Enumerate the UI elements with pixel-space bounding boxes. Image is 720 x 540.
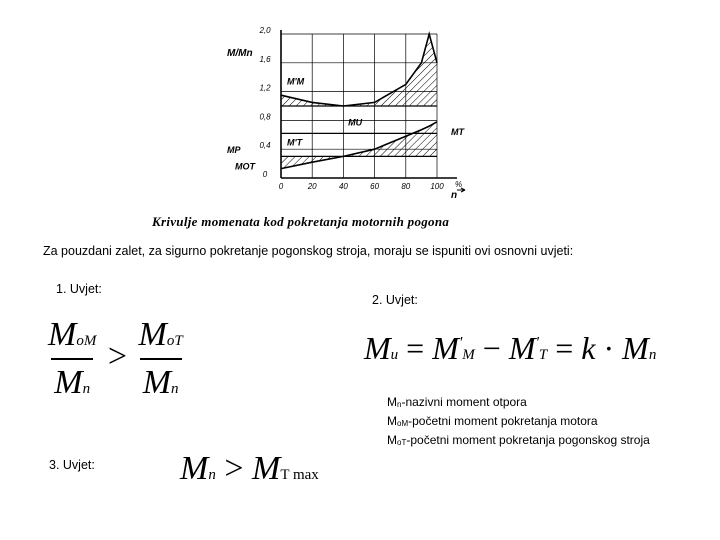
fraction-moM-over-mn: $\frac{\text{MoM}}{Mn}$ — [48, 316, 97, 401]
x-axis-label: n — [451, 190, 458, 201]
condition-3-label: 3. Uvjet: — [49, 458, 95, 472]
fraction-moT-over-mn: $\frac{\text{MoT}}{Mn}$ — [138, 316, 183, 401]
y-axis-label: M/Mn — [227, 48, 253, 59]
x-tick-label-4: 80 — [401, 182, 411, 191]
y-tick-label-3: 0,8 — [259, 112, 271, 122]
torque-curves-chart — [215, 10, 475, 210]
y-tick-label-1: 1,6 — [259, 54, 271, 64]
condition-2-label: 2. Uvjet: — [372, 293, 418, 307]
x-tick-label-5: 100 — [430, 182, 444, 191]
definition-mn: Mn-nazivni moment otpora — [387, 395, 527, 409]
intro-text: Za pouzdani zalet, za sigurno pokretanje pogonskog stroja, moraju se ispuniti ovi osnovni uvjeti: — [43, 244, 574, 258]
y-tick-label-4: 0,4 — [259, 141, 271, 151]
label-mu: MU — [348, 117, 363, 128]
x-tick-label-1: 20 — [307, 182, 317, 191]
chart-caption: Krivulje momenata kod pokretanja motornih pogona — [152, 214, 450, 229]
definition-mot: MoT-početni moment pokretanja pogonskog stroja — [387, 433, 650, 447]
label-mot: MOT — [235, 161, 255, 172]
definition-mom: MoM-početni moment pokretanja motora — [387, 414, 598, 428]
y-tick-label-0: 2,0 — [259, 26, 271, 35]
label-mt-prime: M'T — [287, 137, 303, 148]
y-tick-label-5: 0 — [262, 170, 268, 179]
formula-3: Mn > MT max — [180, 450, 319, 487]
formula-1 — [45, 316, 186, 402]
y-tick-label-2: 1,2 — [259, 83, 271, 93]
label-mm: M'M — [287, 76, 305, 87]
label-mp: MP — [227, 144, 241, 155]
x-unit-label: % — [455, 180, 463, 189]
formula-2: Mu = M'M − M'T = k · Mn — [364, 330, 657, 366]
hatched-area-mm — [281, 34, 437, 106]
definitions-list — [387, 394, 687, 451]
condition-1-label: 1. Uvjet: — [56, 282, 102, 296]
x-tick-label-0: 0 — [278, 182, 284, 191]
label-mt: MT — [451, 126, 464, 137]
x-tick-label-2: 40 — [338, 182, 348, 191]
x-tick-label-3: 60 — [370, 182, 380, 191]
greater-than-sign: > — [107, 337, 128, 375]
hatched-area-mt — [281, 122, 437, 169]
chart-axes — [278, 30, 465, 192]
